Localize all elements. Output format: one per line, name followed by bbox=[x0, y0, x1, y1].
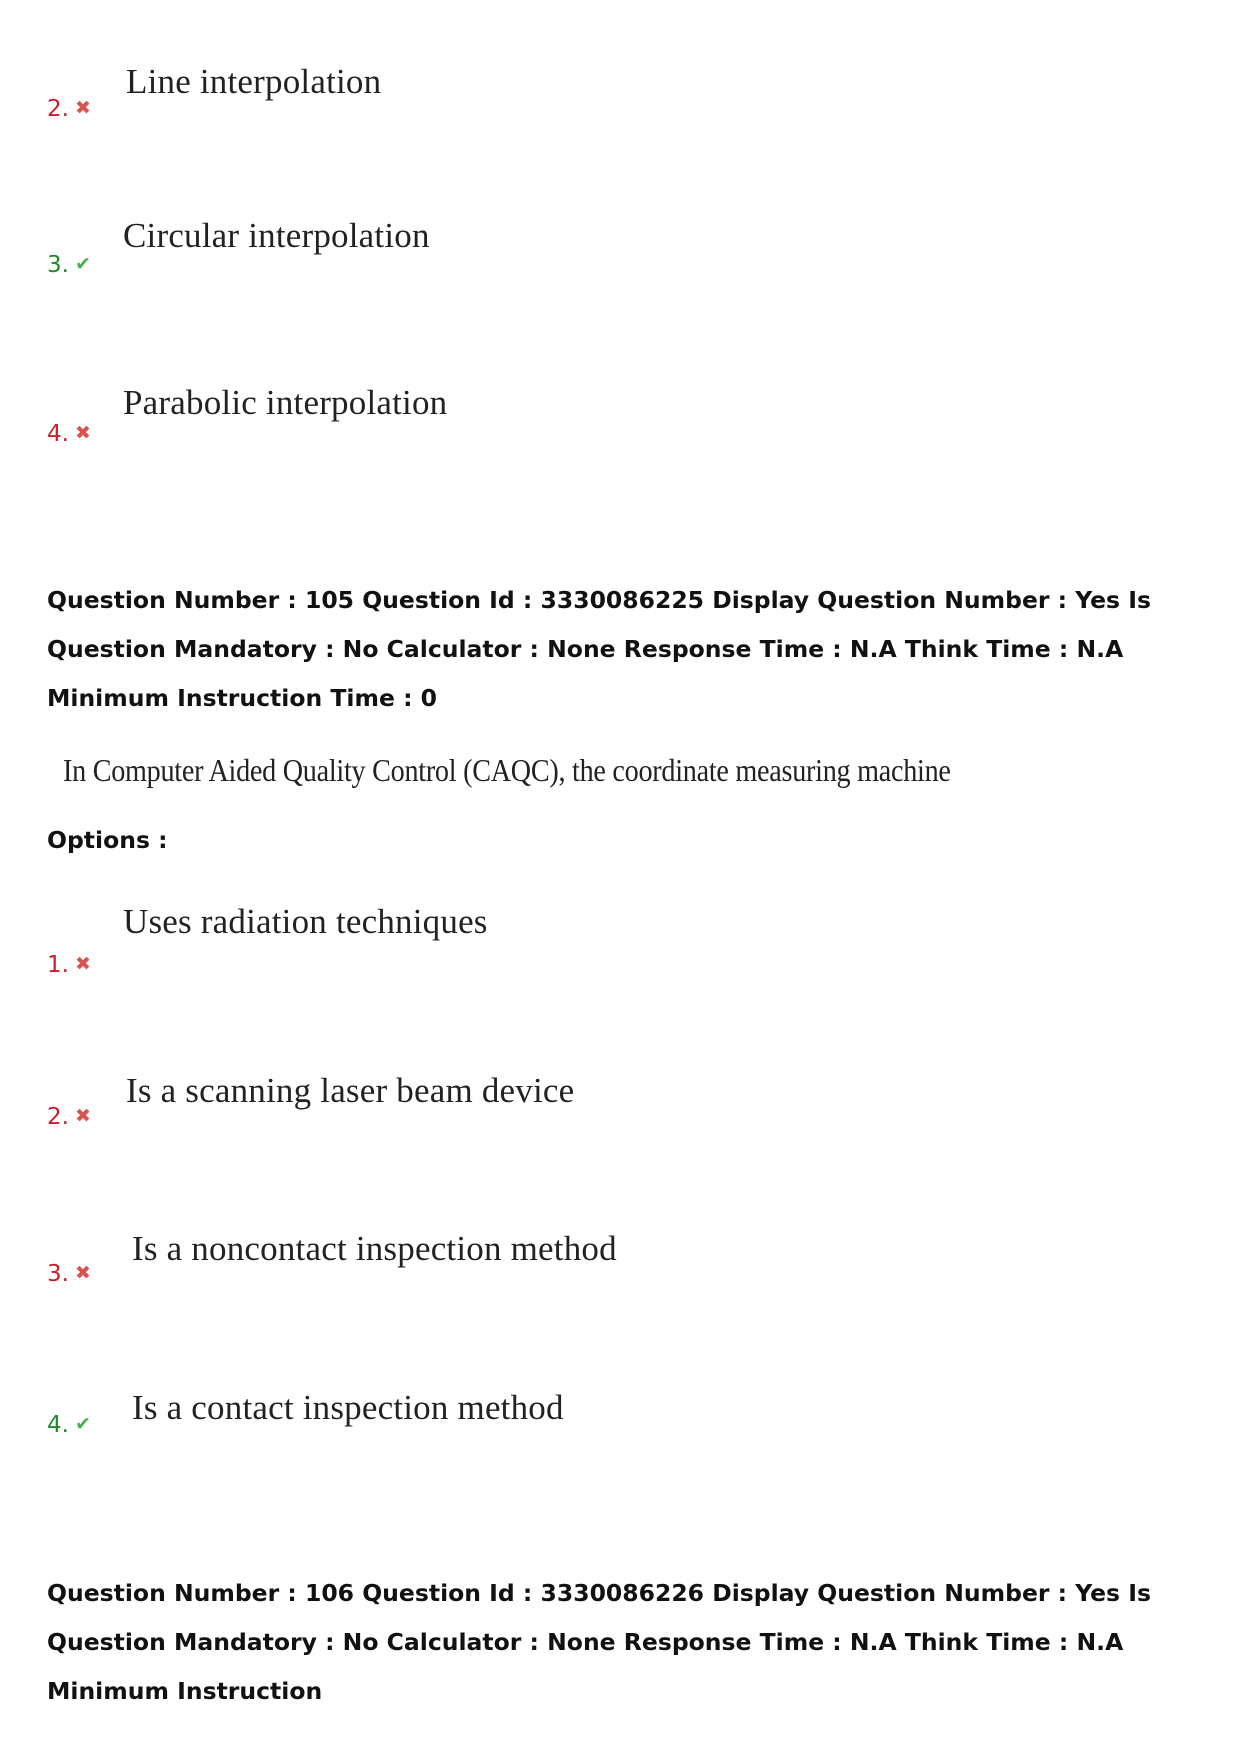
question-105-meta: Question Number : 105 Question Id : 3330086225 Display Question Number : Yes Is Question Mandatory : No Calculator : None Response Time : N.A Think Time : N.A Minimum Instruction Time : 0 bbox=[47, 586, 1151, 712]
wrong-mark-icon: ✖ bbox=[74, 97, 91, 119]
options-label: Options : bbox=[47, 826, 168, 854]
option-number: 2. ✖ bbox=[47, 1104, 91, 1130]
option-number: 4. ✖ bbox=[47, 421, 91, 447]
option-text: Is a scanning laser beam device bbox=[126, 1071, 575, 1110]
wrong-mark-icon: ✖ bbox=[74, 422, 91, 444]
option-number: 3. ✖ bbox=[47, 1261, 91, 1287]
option-text: Is a contact inspection method bbox=[132, 1388, 564, 1427]
option-text: Line interpolation bbox=[126, 62, 382, 101]
correct-check-icon: ✔ bbox=[74, 253, 91, 275]
wrong-mark-icon: ✖ bbox=[74, 1105, 91, 1127]
question-105-text: In Computer Aided Quality Control (CAQC), the coordinate measuring machine bbox=[63, 752, 951, 788]
option-text: Circular interpolation bbox=[123, 216, 430, 255]
question-106-meta: Question Number : 106 Question Id : 3330086226 Display Question Number : Yes Is Question Mandatory : No Calculator : None Response Time : N.A Think Time : N.A Minimum Instruction bbox=[47, 1579, 1151, 1705]
option-text: Is a noncontact inspection method bbox=[132, 1229, 617, 1268]
wrong-mark-icon: ✖ bbox=[74, 953, 91, 975]
option-number: 3. ✔ bbox=[47, 252, 91, 278]
wrong-mark-icon: ✖ bbox=[74, 1262, 91, 1284]
option-number: 4. ✔ bbox=[47, 1412, 91, 1438]
option-number: 2. ✖ bbox=[47, 96, 91, 122]
option-text: Parabolic interpolation bbox=[123, 383, 448, 422]
option-text: Uses radiation techniques bbox=[123, 902, 488, 941]
correct-check-icon: ✔ bbox=[74, 1413, 91, 1435]
option-number: 1. ✖ bbox=[47, 952, 91, 978]
